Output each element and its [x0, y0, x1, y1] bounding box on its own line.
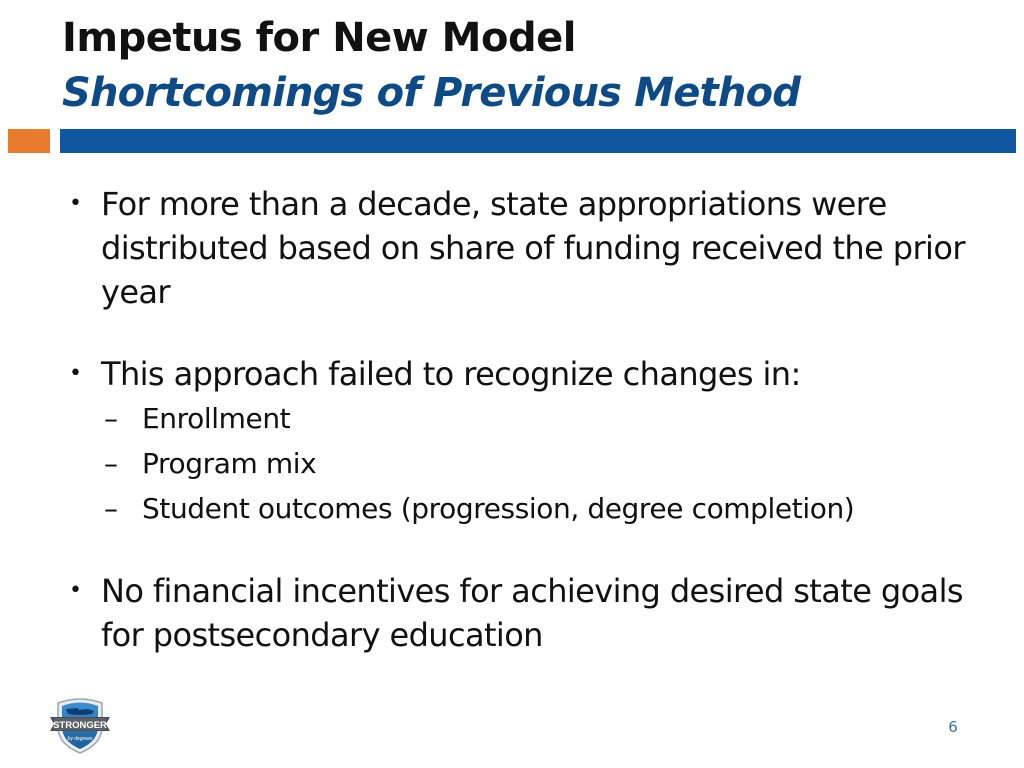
stronger-by-degrees-logo	[48, 697, 112, 755]
dash-icon: –	[104, 402, 118, 435]
accent-bar-blue	[60, 129, 1016, 153]
bullet-text: No financial incentives for achieving desired state goals for postsecondary education	[101, 572, 963, 654]
logo-text-sub: by degrees	[67, 736, 93, 742]
bullet-item	[66, 182, 966, 314]
bullet-dot-icon: •	[69, 191, 82, 216]
bullet-list	[66, 180, 966, 657]
bullet-dot-icon: •	[69, 361, 82, 386]
sub-bullet-text: Program mix	[142, 447, 317, 480]
bullet-text: For more than a decade, state appropriations were distributed based on share of funding received the prior year	[101, 185, 965, 311]
bullet-dot-icon: •	[69, 578, 82, 603]
sub-bullet-item	[66, 441, 966, 486]
bullet-item	[66, 569, 966, 657]
dash-icon: –	[104, 492, 118, 525]
sub-bullet-item	[66, 396, 966, 441]
sub-bullet-text: Enrollment	[142, 402, 291, 435]
sub-bullet-text: Student outcomes (progression, degree completion)	[142, 492, 855, 525]
bullet-text: This approach failed to recognize changes in:	[101, 355, 801, 393]
page-number: 6	[948, 718, 958, 736]
logo-text-main: STRONGER	[53, 720, 107, 731]
accent-square-orange	[8, 129, 50, 153]
dash-icon: –	[104, 447, 118, 480]
sub-bullet-item	[66, 486, 966, 531]
slide-subtitle: Shortcomings of Previous Method	[62, 70, 801, 116]
slide-title: Impetus for New Model	[62, 15, 576, 61]
bullet-item	[66, 352, 966, 396]
